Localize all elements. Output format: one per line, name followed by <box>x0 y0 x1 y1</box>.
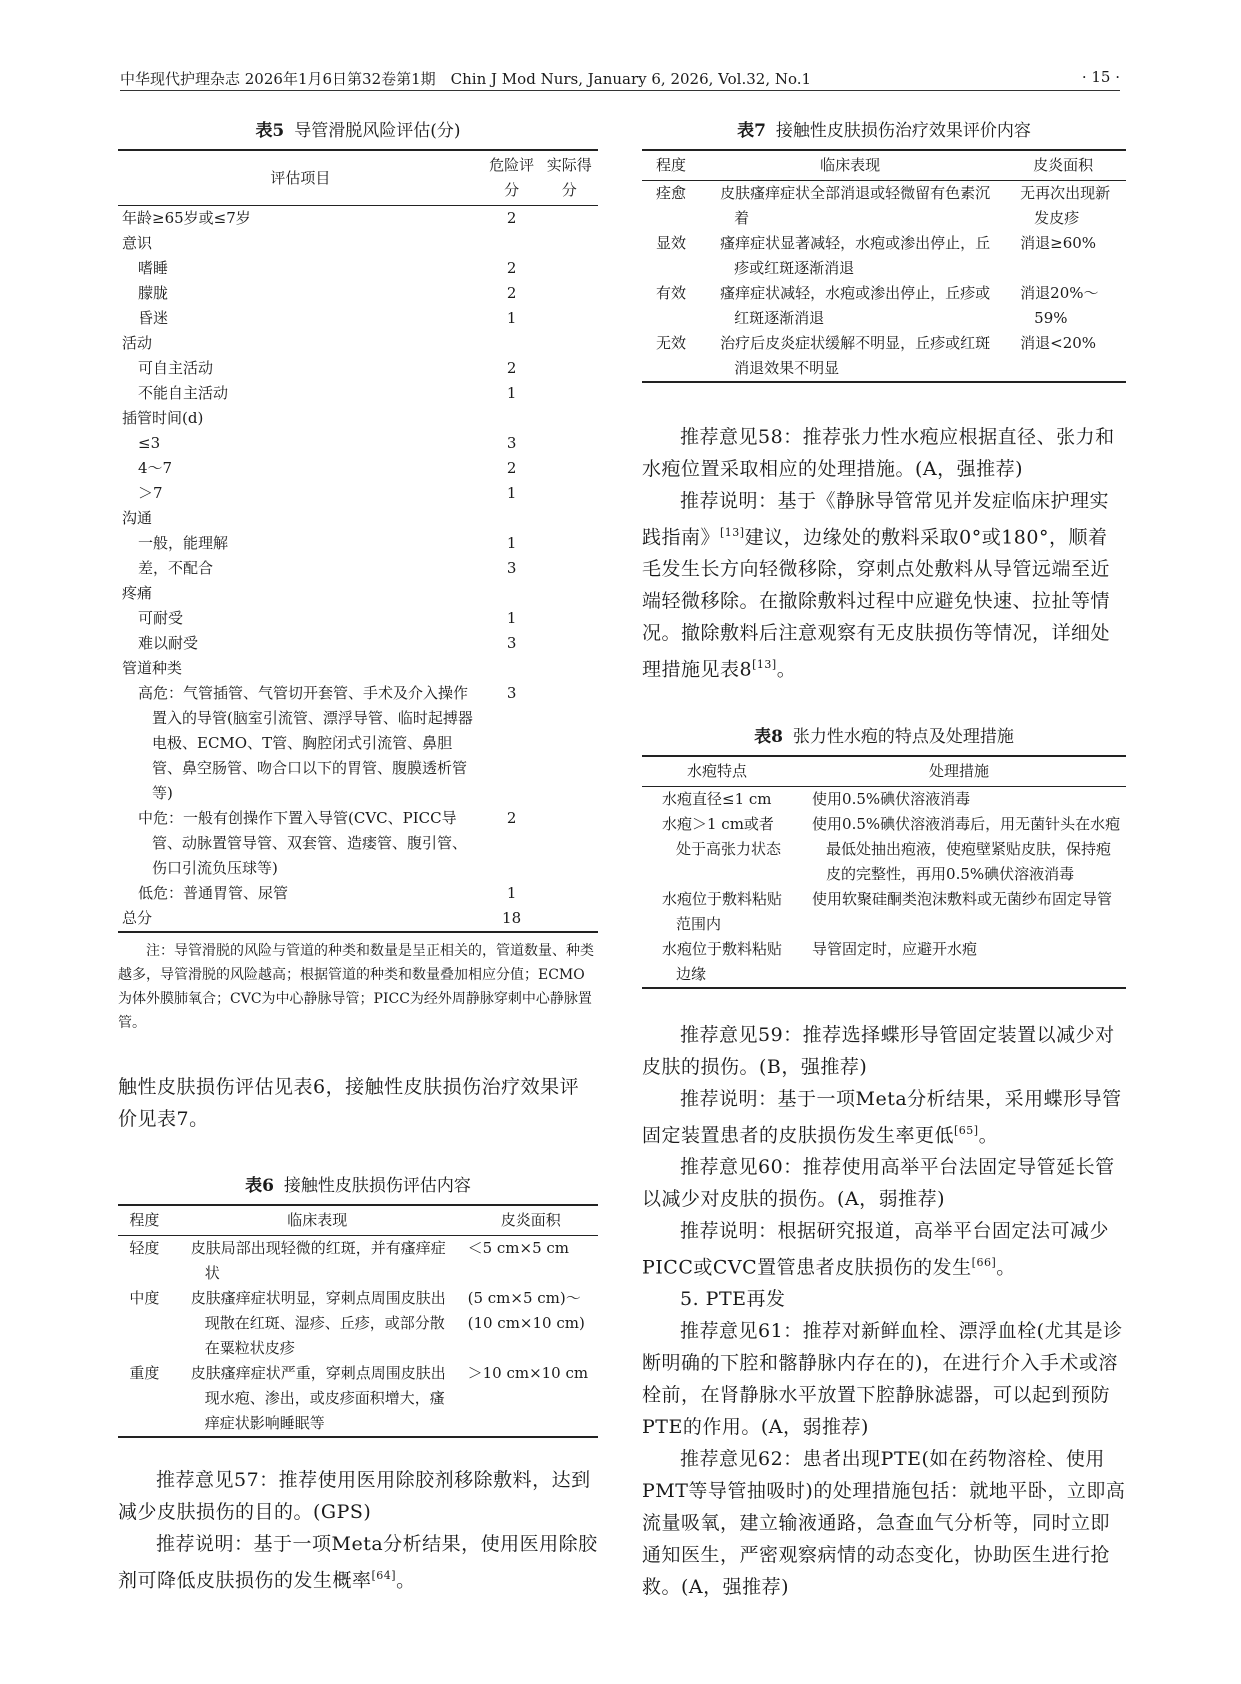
actual-score <box>540 656 598 681</box>
recommendation-58-note <box>642 485 1126 686</box>
table5-caption <box>118 116 598 141</box>
actual-score <box>540 456 598 481</box>
actual-score <box>540 556 598 581</box>
risk-score <box>483 506 541 531</box>
degree-cell: 重度 <box>129 1364 160 1382</box>
assessment-item: 可耐受 <box>138 609 184 627</box>
feature-cell: 水疱位于敷料粘贴边缘 <box>662 939 783 983</box>
table5-body <box>118 206 598 933</box>
table-row <box>118 206 598 232</box>
table5-header-item: 评估项目 <box>118 150 483 206</box>
risk-score: 18 <box>502 909 522 927</box>
assessment-item: 低危：普通胃管、尿管 <box>138 884 289 902</box>
clinical-cell: 皮肤瘙痒症状明显，穿刺点周围皮肤出现散在红斑、湿疹、丘疹，或部分散在粟粒状皮疹 <box>190 1289 446 1357</box>
rec60-end: 。 <box>996 1256 1016 1279</box>
table8 <box>642 755 1126 989</box>
assessment-item: 高危：气管插管、气管切开套管、手术及介入操作置入的导管(脑室引流管、漂浮导管、临时起搏器电极、ECMO、T管、胸腔闭式引流管、鼻胆管、鼻空肠管、吻合口以下的胃管、腹膜透析管等) <box>138 684 473 802</box>
risk-score: 1 <box>506 384 517 402</box>
risk-score: 1 <box>506 884 517 902</box>
table-row <box>118 631 598 656</box>
area-cell: ＞10 cm×10 cm <box>467 1364 589 1382</box>
clinical-cell: 瘙痒症状减轻，水疱或渗出停止，丘疹或红斑逐渐消退 <box>720 284 991 327</box>
actual-score <box>540 906 598 932</box>
clinical-cell: 治疗后皮炎症状缓解不明显，丘疹或红斑消退效果不明显 <box>720 334 991 377</box>
right-column <box>642 110 1126 1603</box>
risk-score: 2 <box>506 209 517 227</box>
risk-score: 3 <box>506 559 517 577</box>
table-row <box>642 937 1126 988</box>
risk-score <box>483 331 541 356</box>
area-cell: ＜5 cm×5 cm <box>467 1239 570 1257</box>
recommendation-57-note <box>118 1528 598 1596</box>
risk-score: 2 <box>506 359 517 377</box>
table-row <box>118 1286 598 1361</box>
actual-score <box>540 806 598 881</box>
risk-score <box>483 406 541 431</box>
table-row <box>642 281 1126 331</box>
recommendation-61: 推荐意见61：推荐对新鲜血栓、漂浮血栓(尤其是诊断明确的下腔和髂静脉内存在的)，在进行介入手术或溶栓前，在肾静脉水平放置下腔静脉滤器，可以起到预防PTE的作用。(A，弱推荐) <box>642 1320 1123 1439</box>
table-row <box>642 181 1126 232</box>
recommendation-58: 推荐意见58：推荐张力性水疱应根据直径、张力和水疱位置采取相应的处理措施。(A，强推荐) <box>642 426 1115 480</box>
table-row <box>642 786 1126 812</box>
risk-score: 1 <box>506 534 517 552</box>
risk-score <box>483 656 541 681</box>
degree-cell: 轻度 <box>129 1239 160 1257</box>
assessment-item: 总分 <box>122 909 153 927</box>
table-row <box>118 1361 598 1437</box>
actual-score <box>540 331 598 356</box>
clinical-cell: 皮肤瘙痒症状严重，穿刺点周围皮肤出现水疱、渗出，或皮疹面积增大，瘙痒症状影响睡眠等 <box>190 1364 446 1432</box>
degree-cell: 中度 <box>129 1289 160 1307</box>
actual-score <box>540 531 598 556</box>
table-row <box>118 306 598 331</box>
risk-score: 1 <box>506 609 517 627</box>
assessment-item: 活动 <box>122 334 153 352</box>
actual-score <box>540 431 598 456</box>
recommendation-60: 推荐意见60：推荐使用高举平台法固定导管延长管以减少对皮肤的损伤。(A，弱推荐) <box>642 1155 1115 1210</box>
risk-score: 1 <box>506 484 517 502</box>
assessment-item: 插管时间(d) <box>122 409 204 427</box>
rec58-desc-a: 推荐说明：基于《静脉导管常见并发症临床护理实践指南》 <box>642 490 1110 549</box>
table-row <box>118 581 598 606</box>
table7 <box>642 149 1126 383</box>
table7-caption <box>642 116 1126 141</box>
assessment-item: 意识 <box>122 234 153 252</box>
table6-title: 接触性皮肤损伤评估内容 <box>283 1176 471 1196</box>
degree-cell: 显效 <box>656 234 687 252</box>
risk-score <box>483 581 541 606</box>
table-row <box>642 231 1126 281</box>
area-cell: 无再次出现新发皮疹 <box>1020 184 1111 227</box>
risk-score: 2 <box>506 459 517 477</box>
actual-score <box>540 406 598 431</box>
actual-score <box>540 381 598 406</box>
actual-score <box>540 481 598 506</box>
assessment-item: 不能自主活动 <box>138 384 229 402</box>
assessment-item: 朦胧 <box>138 284 169 302</box>
assessment-item: 管道种类 <box>122 659 183 677</box>
table-row <box>118 906 598 932</box>
table8-header-measure: 处理措施 <box>792 756 1126 787</box>
actual-score <box>540 356 598 381</box>
measure-cell: 导管固定时，应避开水疱 <box>812 939 978 958</box>
risk-score: 1 <box>506 309 517 327</box>
risk-score: 3 <box>506 634 517 652</box>
table5 <box>118 149 598 933</box>
risk-score <box>483 231 541 256</box>
clinical-cell: 皮肤瘙痒症状全部消退或轻微留有色素沉着 <box>720 184 991 227</box>
assessment-item: 年龄≥65岁或≤7岁 <box>122 209 251 227</box>
table-row <box>118 806 598 881</box>
rec59-desc: 推荐说明：基于一项Meta分析结果，采用蝶形导管固定装置患者的皮肤损伤发生率更低 <box>642 1087 1122 1146</box>
table-row <box>118 531 598 556</box>
table-row <box>642 887 1126 937</box>
actual-score <box>540 281 598 306</box>
table-row <box>642 331 1126 382</box>
citation-13a: [13] <box>720 526 745 539</box>
area-cell: (5 cm×5 cm)～(10 cm×10 cm) <box>467 1289 585 1332</box>
assessment-item: 可自主活动 <box>138 359 214 377</box>
feature-cell: 水疱直径≤1 cm <box>662 789 772 808</box>
section-heading-pte: 5. PTE再发 <box>680 1288 786 1311</box>
citation-64: [64] <box>371 1569 397 1582</box>
table7-header-clinical: 临床表现 <box>700 150 1000 181</box>
table6-number: 表6 <box>245 1176 274 1196</box>
area-cell: 消退≥60% <box>1020 234 1097 252</box>
table8-number: 表8 <box>754 726 783 747</box>
actual-score <box>540 581 598 606</box>
recommendation-57: 推荐意见57：推荐使用医用除胶剂移除敷料，达到减少皮肤损伤的目的。(GPS) <box>118 1469 591 1523</box>
risk-score: 3 <box>506 684 517 702</box>
table-row <box>118 331 598 356</box>
area-cell: 消退20%～59% <box>1020 284 1099 327</box>
body-paragraph: 触性皮肤损伤评估见表6，接触性皮肤损伤治疗效果评价见表7。 <box>118 1076 580 1130</box>
table-row <box>118 656 598 681</box>
table-row <box>118 256 598 281</box>
actual-score <box>540 606 598 631</box>
left-column <box>118 110 598 1596</box>
recommendation-60-note <box>642 1215 1126 1283</box>
assessment-item: 差，不配合 <box>138 559 214 577</box>
table5-header-actual: 实际得分 <box>540 150 598 206</box>
table-row <box>118 1236 598 1287</box>
table5-title: 导管滑脱风险评估(分) <box>294 121 461 141</box>
actual-score <box>540 256 598 281</box>
risk-score: 3 <box>506 434 517 452</box>
table-row <box>118 456 598 481</box>
feature-cell: 水疱＞1 cm或者处于高张力状态 <box>662 814 782 858</box>
rec58-desc-b: 建议，边缘处的敷料采取0°或180°，顺着毛发生长方向轻微移除，穿刺点处敷料从导管远端至近端轻微移除。在撤除敷料过程中应避免快速、拉扯等情况。撤除敷料后注意观察有无皮肤损伤等情况，详细处理措施见表8 <box>642 526 1111 681</box>
table8-header-feature: 水疱特点 <box>642 756 792 787</box>
table6-header-area: 皮炎面积 <box>464 1205 598 1236</box>
table6-body <box>118 1236 598 1438</box>
area-cell: 消退<20% <box>1020 334 1097 352</box>
feature-cell: 水疱位于敷料粘贴范围内 <box>662 889 783 933</box>
clinical-cell: 皮肤局部出现轻微的红斑，并有瘙痒症状 <box>190 1239 446 1282</box>
table-row <box>118 406 598 431</box>
table6 <box>118 1204 598 1438</box>
citation-65: [65] <box>954 1123 979 1137</box>
table-row <box>118 356 598 381</box>
rec60-desc: 推荐说明：根据研究报道，高举平台固定法可减少PICC或CVC置管患者皮肤损伤的发生 <box>642 1219 1110 1279</box>
table-row <box>118 681 598 806</box>
assessment-item: 疼痛 <box>122 584 153 602</box>
journal-info: 中华现代护理杂志 2026年1月6日第32卷第1期 Chin J Mod Nurs, January 6, 2026, Vol.32, No.1 <box>120 70 812 88</box>
table8-body <box>642 786 1126 988</box>
recommendation-59-note <box>642 1083 1126 1151</box>
table-row <box>118 381 598 406</box>
table6-header-degree: 程度 <box>118 1205 171 1236</box>
actual-score <box>540 506 598 531</box>
risk-score: 2 <box>506 284 517 302</box>
recommendation-59: 推荐意见59：推荐选择蝶形导管固定装置以减少对皮肤的损伤。(B，强推荐) <box>642 1023 1115 1078</box>
actual-score <box>540 231 598 256</box>
table-row <box>118 606 598 631</box>
actual-score <box>540 881 598 906</box>
table-row <box>642 812 1126 887</box>
assessment-item: 中危：一般有创操作下置入导管(CVC、PICC导管、动脉置管导管、双套管、造瘘管、腹引管、伤口引流负压球等) <box>138 809 468 877</box>
risk-score: 2 <box>506 259 517 277</box>
assessment-item: 昏迷 <box>138 309 169 327</box>
table6-header-clinical: 临床表现 <box>171 1205 464 1236</box>
assessment-item: 沟通 <box>122 509 153 527</box>
table7-number: 表7 <box>737 121 766 141</box>
page-number: · 15 · <box>1081 68 1120 86</box>
measure-cell: 使用0.5%碘伏溶液消毒 <box>812 789 971 808</box>
degree-cell: 无效 <box>656 334 687 352</box>
assessment-item: 一般，能理解 <box>138 534 229 552</box>
table8-title: 张力性水疱的特点及处理措施 <box>792 726 1014 747</box>
assessment-item: ≤3 <box>138 434 161 452</box>
measure-cell: 使用0.5%碘伏溶液消毒后，用无菌针头在水疱最低处抽出疱液，使疱壁紧贴皮肤，保持疱皮的完整性，再用0.5%碘伏溶液消毒 <box>812 814 1121 883</box>
table7-body <box>642 181 1126 383</box>
rec58-end: 。 <box>776 658 797 681</box>
table-row <box>118 431 598 456</box>
rec57-desc: 推荐说明：基于一项Meta分析结果，使用医用除胶剂可降低皮肤损伤的发生概率 <box>118 1533 598 1592</box>
table-row <box>118 881 598 906</box>
assessment-item: 难以耐受 <box>138 634 199 652</box>
actual-score <box>540 631 598 656</box>
table5-note: 注：导管滑脱的风险与管道的种类和数量是呈正相关的，管道数量、种类越多，导管滑脱的风险越高；根据管道的种类和数量叠加相应分值；ECMO为体外膜肺氧合；CVC为中心静脉导管；PICC为经外周静脉穿刺中心静脉置管。 <box>118 943 594 1031</box>
table7-header-degree: 程度 <box>642 150 700 181</box>
table7-title: 接触性皮肤损伤治疗效果评价内容 <box>775 121 1031 141</box>
clinical-cell: 瘙痒症状显著减轻，水疱或渗出停止，丘疹或红斑逐渐消退 <box>720 234 991 277</box>
degree-cell: 有效 <box>656 284 687 302</box>
risk-score: 2 <box>506 809 517 827</box>
recommendation-62: 推荐意见62：患者出现PTE(如在药物溶栓、使用PMT等导管抽吸时)的处理措施包括：就地平卧，立即高流量吸氧，建立输液通路，急查血气分析等，同时立即通知医生，严密观察病情的动态变化，协助医生进行抢救。(A，强推荐) <box>642 1448 1126 1599</box>
assessment-item: ＞7 <box>138 484 163 502</box>
assessment-item: 嗜睡 <box>138 259 169 277</box>
table7-header-area: 皮炎面积 <box>1000 150 1126 181</box>
table6-caption <box>118 1171 598 1196</box>
degree-cell: 痊愈 <box>656 184 687 202</box>
actual-score <box>540 306 598 331</box>
running-header <box>120 64 1120 91</box>
table-row <box>118 481 598 506</box>
table-row <box>118 231 598 256</box>
rec57-end: 。 <box>396 1569 416 1592</box>
actual-score <box>540 681 598 806</box>
actual-score <box>540 206 598 232</box>
rec59-end: 。 <box>978 1123 999 1146</box>
table-row <box>118 556 598 581</box>
table8-caption <box>642 722 1126 747</box>
assessment-item: 4～7 <box>138 459 173 477</box>
table5-header-risk: 危险评分 <box>483 150 541 206</box>
citation-13b: [13] <box>752 658 777 672</box>
measure-cell: 使用软聚硅酮类泡沫敷料或无菌纱布固定导管 <box>812 889 1113 908</box>
citation-66: [66] <box>971 1255 997 1269</box>
table-row <box>118 506 598 531</box>
table-row <box>118 281 598 306</box>
table5-number: 表5 <box>255 121 285 141</box>
